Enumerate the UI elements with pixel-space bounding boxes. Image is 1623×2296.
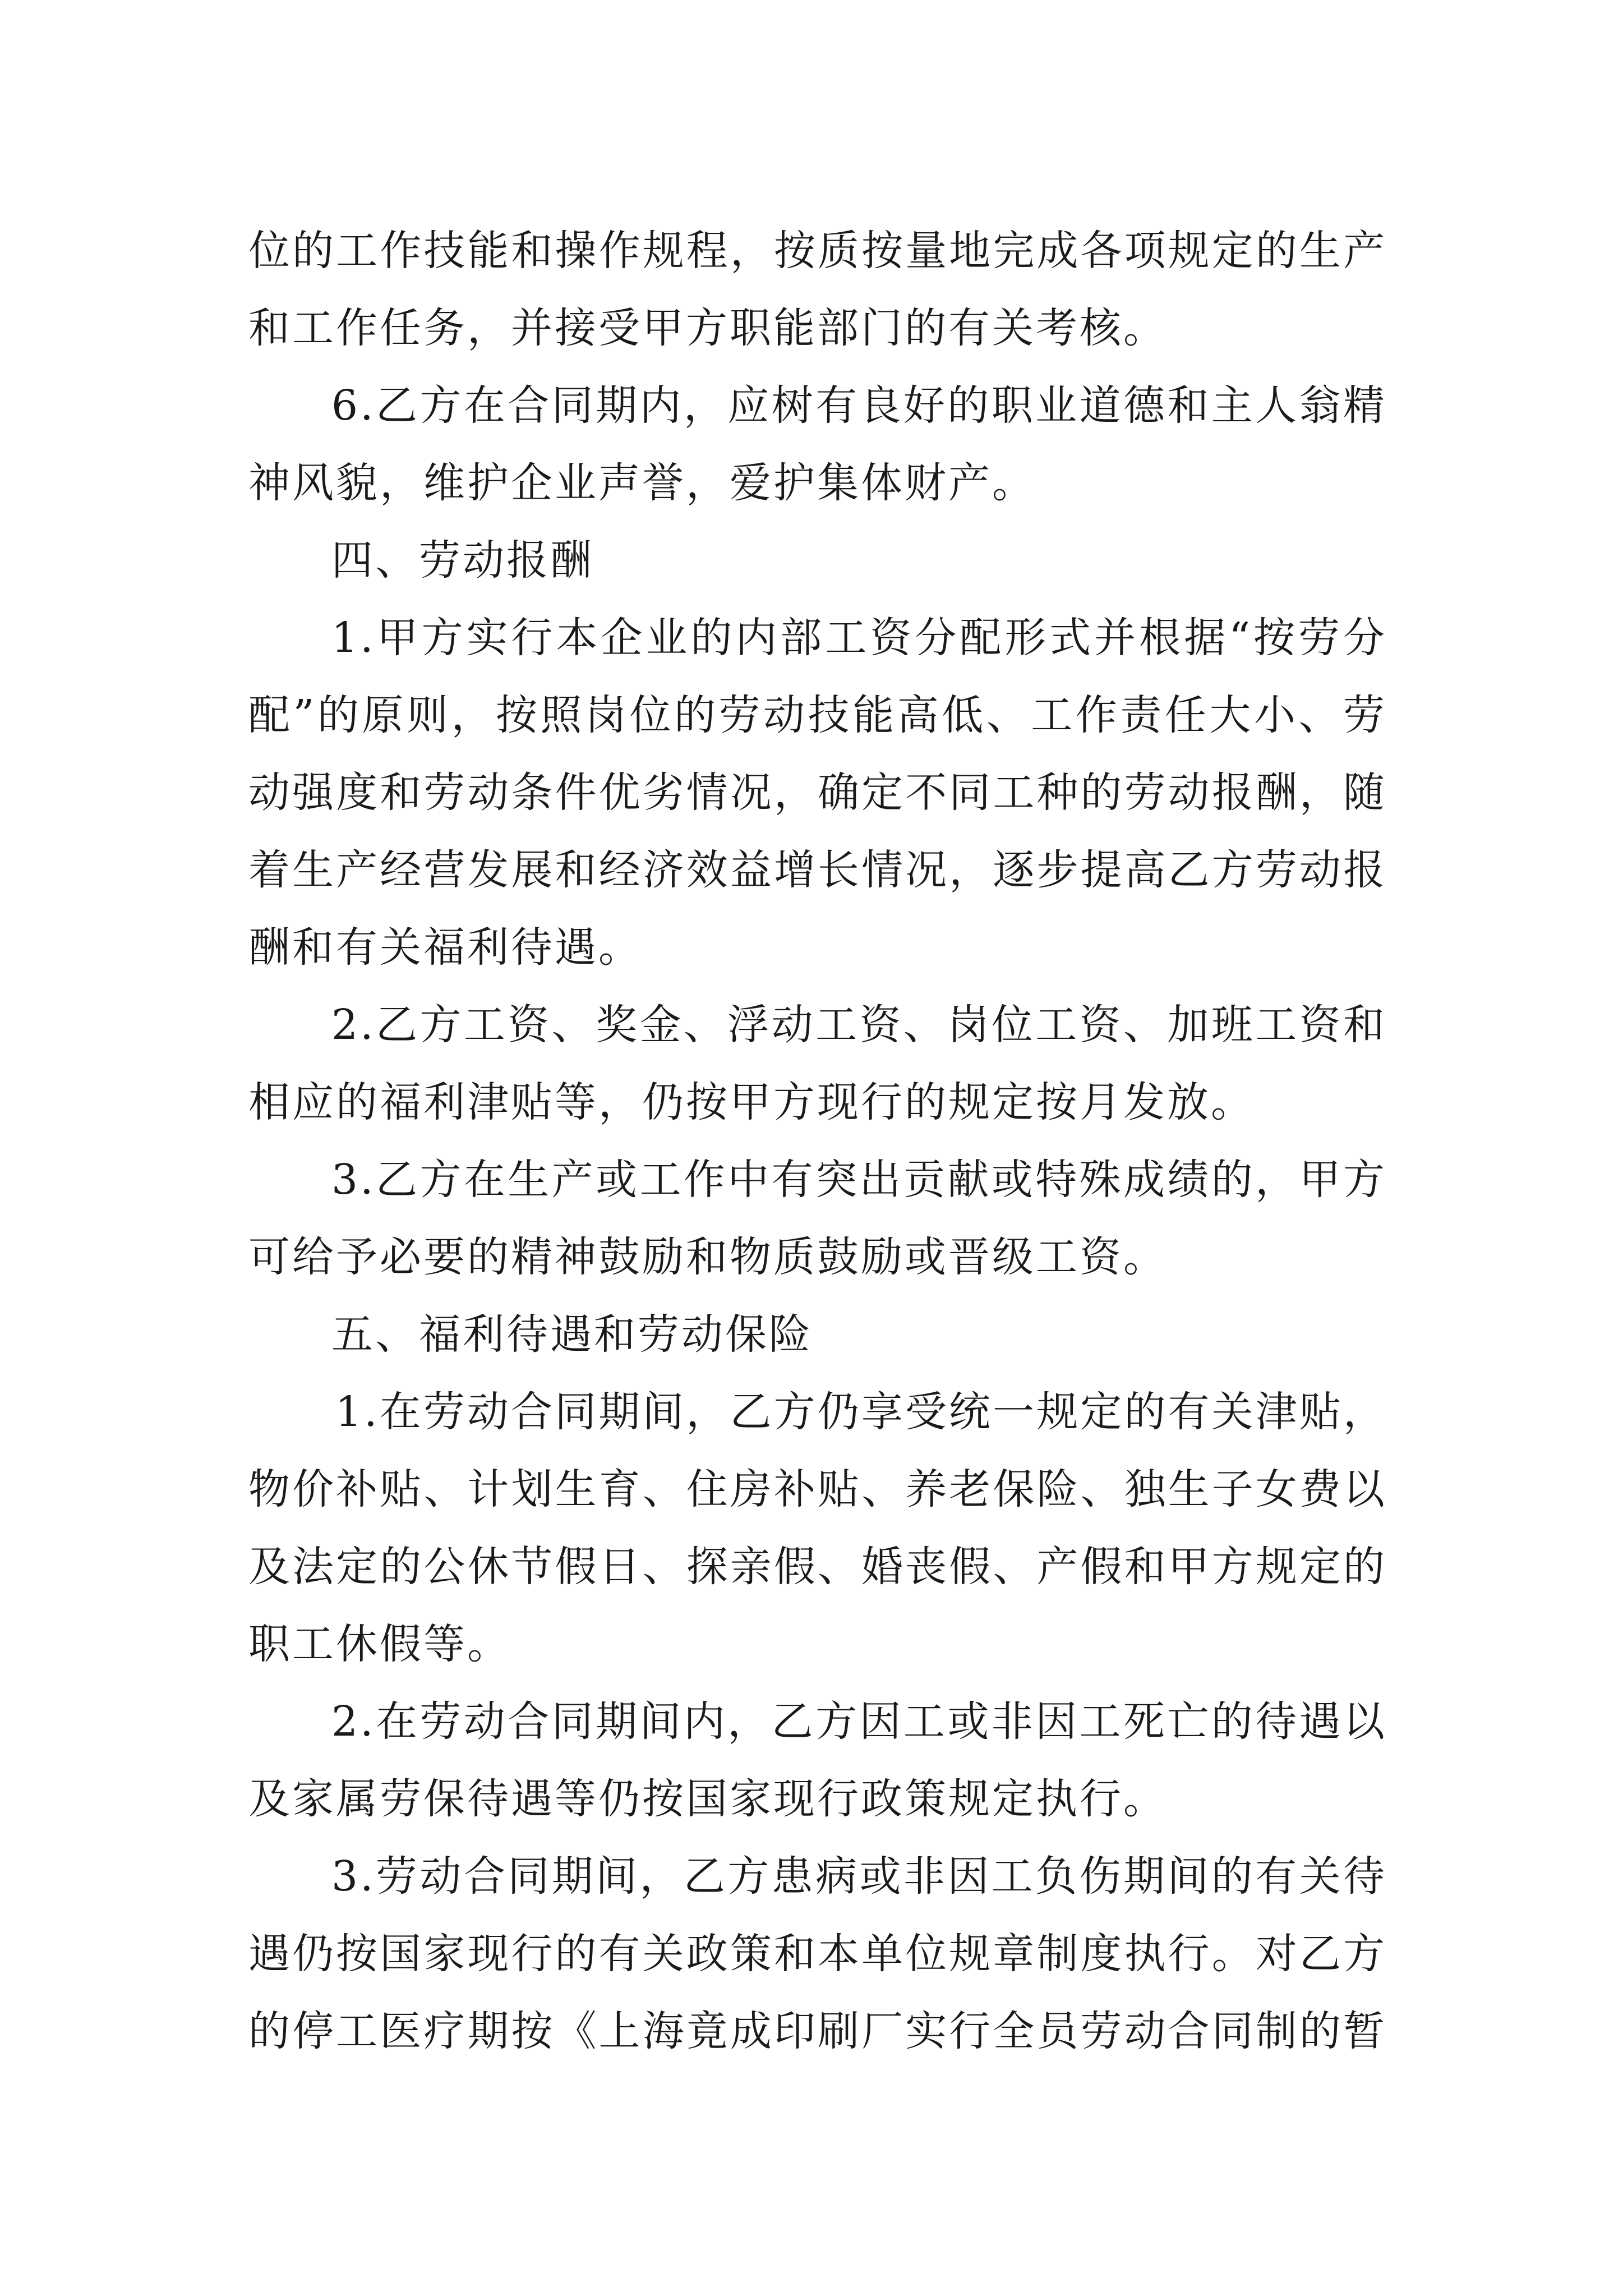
text-line: 和工作任务，并接受甲方职能部门的有关考核。 xyxy=(248,304,1167,352)
document-body xyxy=(248,212,1387,2070)
text-line: 2.在劳动合同期间内，乙方因工或非因工死亡的待遇以 xyxy=(331,1697,1387,1746)
text-line: 着生产经营发展和经济效益增长情况，逐步提高乙方劳动报 xyxy=(248,846,1387,894)
section-heading: 四、劳动报酬 xyxy=(331,536,594,585)
text-line: 3.乙方在生产或工作中有突出贡献或特殊成绩的，甲方 xyxy=(331,1156,1387,1204)
text-line: 酬和有关福利待遇。 xyxy=(248,923,642,972)
text-line: 位的工作技能和操作规程，按质按量地完成各项规定的生产 xyxy=(248,227,1387,275)
text-line: 动强度和劳动条件优劣情况，确定不同工种的劳动报酬，随 xyxy=(248,769,1387,817)
text-line: 1.甲方实行本企业的内部工资分配形式并根据“按劳分 xyxy=(331,614,1387,662)
text-line: 2.乙方工资、奖金、浮动工资、岗位工资、加班工资和 xyxy=(331,1001,1387,1049)
text-line: 6.乙方在合同期内，应树有良好的职业道德和主人翁精 xyxy=(331,381,1387,430)
text-line: 职工休假等。 xyxy=(248,1620,511,1668)
text-line: 可给予必要的精神鼓励和物质鼓励或晋级工资。 xyxy=(248,1233,1167,1281)
text-line: 及法定的公休节假日、探亲假、婚丧假、产假和甲方规定的 xyxy=(248,1543,1387,1591)
text-line: 遇仍按国家现行的有关政策和本单位规章制度执行。对乙方 xyxy=(248,1930,1387,1978)
text-line: 1.在劳动合同期间，乙方仍享受统一规定的有关津贴， xyxy=(335,1388,1387,1436)
text-line: 物价补贴、计划生育、住房补贴、养老保险、独生子女费以 xyxy=(248,1465,1387,1513)
text-line: 配”的原则，按照岗位的劳动技能高低、工作责任大小、劳 xyxy=(248,691,1387,739)
text-line: 3.劳动合同期间，乙方患病或非因工负伤期间的有关待 xyxy=(331,1852,1387,1901)
text-line: 及家属劳保待遇等仍按国家现行政策规定执行。 xyxy=(248,1775,1167,1823)
text-line: 相应的福利津贴等，仍按甲方现行的规定按月发放。 xyxy=(248,1078,1255,1126)
section-heading: 五、福利待遇和劳动保险 xyxy=(331,1310,813,1359)
text-line: 的停工医疗期按《上海竟成印刷厂实行全员劳动合同制的暂 xyxy=(248,2007,1387,2055)
text-line: 神风貌，维护企业声誉，爱护集体财产。 xyxy=(248,459,1036,507)
